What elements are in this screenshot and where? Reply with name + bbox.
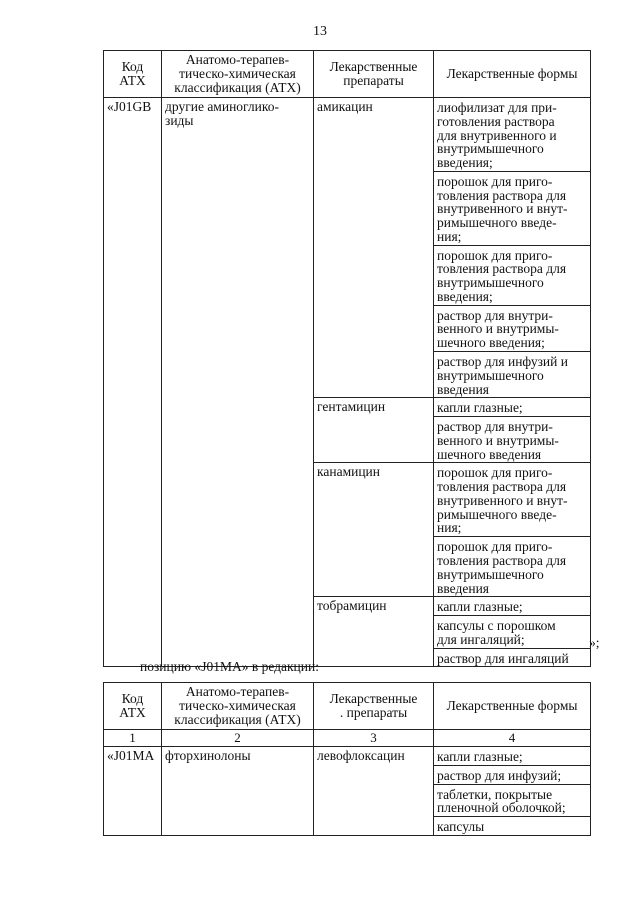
header-drugs: Лекарственные препараты: [314, 51, 434, 98]
table-row: [104, 747, 591, 836]
intro-text: позицию «J01MA» в редакции:: [140, 659, 319, 674]
dosage-form: раствор для инфузий;: [434, 765, 590, 784]
dosage-form: раствор для инфузий и внутримышечного введения: [434, 351, 590, 397]
dosage-form: лиофилизат для при- готовления раствора для внутривенного и внутримышечного введения;: [437, 100, 557, 171]
drug-name: левофлоксацин: [314, 747, 434, 836]
atx-table-j01ma: [103, 682, 591, 836]
atx-code: «J01MA: [104, 747, 162, 836]
dosage-form: раствор для внутри- венного и внутримы- шечного введения;: [434, 305, 590, 351]
header-classification: Анатомо-терапев- тическо-химическая классификация (АТХ): [162, 51, 314, 98]
drug-forms: [434, 398, 591, 463]
dosage-form: порошок для приго- товления раствора для внутримышечного введения;: [434, 245, 590, 305]
dosage-form: капли глазные;: [437, 749, 523, 764]
atx-code: «J01GB: [104, 98, 162, 667]
drug-forms: [434, 98, 591, 398]
header-forms: Лекарственные формы: [434, 51, 591, 98]
dosage-form: раствор для внутри- венного и внутримы- шечного введения: [434, 416, 590, 462]
table-header-row: [104, 683, 591, 730]
drug-forms: [434, 747, 591, 836]
page-number: 13: [313, 24, 327, 39]
dosage-form: раствор для ингаляций: [434, 648, 590, 667]
column-number: 4: [434, 730, 591, 747]
dosage-form: порошок для приго- товления раствора для внутримышечного введения: [434, 536, 590, 596]
dosage-form: капли глазные;: [437, 599, 523, 615]
dosage-form: капсулы: [434, 816, 590, 835]
dosage-form: капли глазные;: [437, 400, 523, 416]
header-code: Код АТХ: [104, 683, 162, 730]
drug-name: гентамицин: [314, 398, 434, 463]
column-number: 1: [104, 730, 162, 747]
dosage-form: капсулы с порошком для ингаляций;: [434, 615, 590, 648]
column-number: 3: [314, 730, 434, 747]
header-classification: Анатомо-терапев- тическо-химическая классификация (АТХ): [162, 683, 314, 730]
column-number-row: [104, 730, 591, 747]
table-header-row: [104, 51, 591, 98]
header-drugs: Лекарственные . препараты: [314, 683, 434, 730]
atx-classification: другие аминоглико- зиды: [162, 98, 314, 667]
closing-quote: »;: [589, 635, 600, 650]
table-row: [104, 98, 591, 398]
drug-forms: [434, 597, 591, 667]
dosage-form: порошок для приго- товления раствора для внутривенного и внут- римышечного введе- ния;: [437, 465, 568, 536]
dosage-form: таблетки, покрытые пленочной оболочкой;: [434, 784, 590, 817]
atx-classification: фторхинолоны: [162, 747, 314, 836]
drug-forms: [434, 463, 591, 597]
drug-name: амикацин: [314, 98, 434, 398]
column-number: 2: [162, 730, 314, 747]
dosage-form: порошок для приго- товления раствора для внутривенного и внут- римышечного введе- ния;: [434, 171, 590, 245]
drug-name: канамицин: [314, 463, 434, 597]
header-code: Код АТХ: [104, 51, 162, 98]
drug-name: тобрамицин: [314, 597, 434, 667]
header-forms: Лекарственные формы: [434, 683, 591, 730]
atx-table-j01gb: [103, 50, 591, 667]
